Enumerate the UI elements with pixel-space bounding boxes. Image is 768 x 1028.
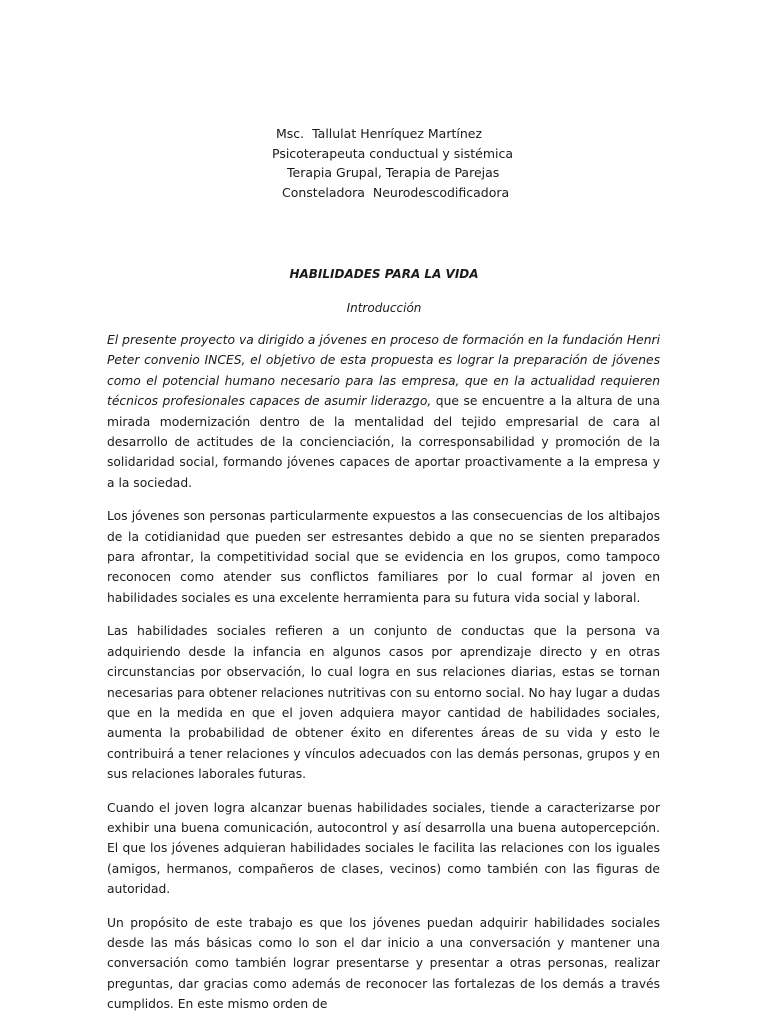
author-role: Psicoterapeuta conductual y sistémica [272, 145, 514, 161]
paragraph [107, 506, 660, 608]
section-heading: Introducción [346, 301, 422, 315]
author-specialty-2: Consteladora Neurodescodificadora [282, 184, 510, 200]
paragraph-text: Cuando el joven logra alcanzar buenas habilidades sociales, tiende a caracterizarse por exhibir una buena comunicación, autocontrol y así desarrolla una buena autopercepción. El que los jóvenes adquieran habilidades sociales le facilita las relaciones con los iguales (amigos, hermanos, compañeros de clases, vecinos) como también con las figuras de autoridad. [107, 800, 660, 897]
paragraph [107, 913, 660, 1015]
author-specialty: Terapia Grupal, Terapia de Parejas [287, 165, 500, 180]
paragraph [107, 621, 660, 784]
paragraph [107, 798, 660, 900]
document-body [107, 330, 660, 1028]
paragraph-text: Las habilidades sociales refieren a un conjunto de conductas que la persona va adquiriendo desde la infancia en algunos casos por aprendizaje directo y en otras circunstancias por observación, lo cual logra en sus relaciones diarias, estas se tornan necesarias para obtener relaciones nutritivas con su entorno social. No hay lugar a dudas que en la medida en que el joven adquiera mayor cantidad de habilidades sociales, aumenta la probabilidad de obtener éxito en diferentes áreas de su vida y esto le contribuirá a tener relaciones y vínculos adecuados con las demás personas, grupos y en sus relaciones laborales futuras. [107, 624, 660, 782]
author-name: Msc. Tallulat Henríquez Martínez [276, 126, 483, 141]
paragraph [107, 330, 660, 493]
paragraph-text: Un propósito de este trabajo es que los jóvenes puedan adquirir habilidades sociales desde las más básicas como lo son el dar inicio a una conversación y mantener una conversación como también lograr presentarse y presentar a otras personas, realizar preguntas, dar gracias como además de reconocer las fortalezas de los demás a través cumplidos. En este mismo orden de [107, 915, 660, 1012]
paragraph-text: que se encuentre a la altura de una mirada modernización dentro de la mentalidad del tejido empresarial de cara al desarrollo de actitudes de la concienciación, la corresponsabilidad y promoción de la solidaridad social, formando jóvenes capaces de aportar proactivamente a la empresa y a la sociedad. [107, 394, 660, 490]
document-title: HABILIDADES PARA LA VIDA [289, 267, 479, 281]
author-header [0, 124, 768, 202]
paragraph-text: Los jóvenes son personas particularmente expuestos a las consecuencias de los altibajos de la cotidianidad que pueden ser estresantes debido a que no se sienten preparados para afrontar, la competitividad social que se evidencia en los grupos, como tampoco reconocen como atender sus conflictos familiares por lo cual formar al joven en habilidades sociales es una excelente herramienta para su futura vida social y laboral. [107, 509, 660, 605]
paragraph-italic-text: El presente proyecto va dirigido a jóvenes en proceso de formación en la fundación Henri Peter convenio INCES, el objetivo de esta propuesta es lograr la preparación de jóvenes como el potencial humano necesario para las empresa, que en la actualidad requieren técnicos profesionales capaces de asumir liderazgo, [107, 333, 660, 409]
